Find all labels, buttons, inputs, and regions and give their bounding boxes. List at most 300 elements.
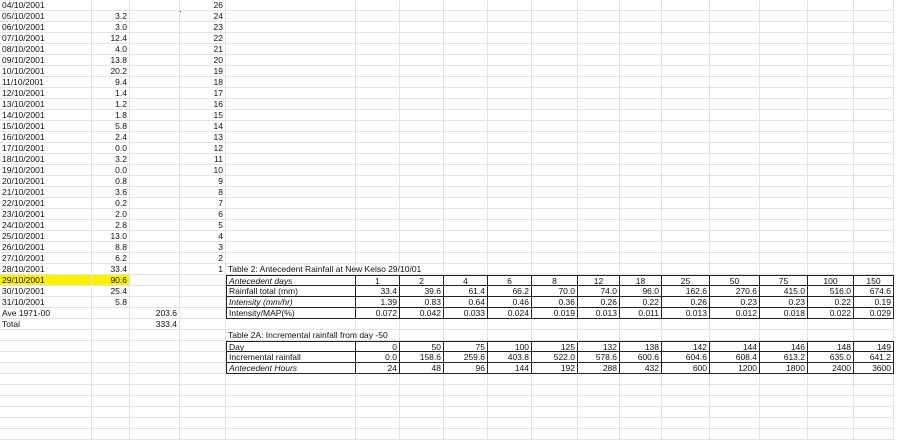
grid-cell[interactable] [710, 165, 760, 176]
grid-cell[interactable] [854, 11, 894, 22]
grid-cell[interactable] [130, 132, 180, 143]
grid-cell[interactable] [710, 242, 760, 253]
date-cell[interactable]: 14/10/2001 [0, 110, 92, 121]
table2-value-cell[interactable]: 0.042 [400, 308, 444, 319]
grid-cell[interactable] [532, 22, 578, 33]
grid-cell[interactable] [662, 407, 710, 418]
grid-cell[interactable] [226, 0, 356, 11]
grid-cell[interactable] [662, 253, 710, 264]
grid-cell[interactable] [620, 418, 662, 429]
grid-cell[interactable] [226, 407, 356, 418]
grid-cell[interactable] [180, 308, 226, 319]
table2a-value-cell[interactable]: 192 [532, 363, 578, 374]
grid-cell[interactable] [662, 132, 710, 143]
grid-cell[interactable] [356, 253, 400, 264]
grid-cell[interactable] [760, 154, 808, 165]
rainfall-cell[interactable]: 33.4 [92, 264, 130, 275]
grid-cell[interactable] [808, 99, 854, 110]
grid-cell[interactable] [444, 176, 488, 187]
grid-cell[interactable] [400, 407, 444, 418]
grid-cell[interactable] [180, 363, 226, 374]
rainfall-cell[interactable]: 9.4 [92, 77, 130, 88]
table2a-value-cell[interactable]: 635.0 [808, 352, 854, 363]
table2-value-cell[interactable]: 8 [532, 275, 578, 286]
grid-cell[interactable] [710, 44, 760, 55]
grid-cell[interactable] [760, 55, 808, 66]
table2-value-cell[interactable]: 0.36 [532, 297, 578, 308]
antecedent-day-cell[interactable]: 7 [180, 198, 226, 209]
grid-cell[interactable] [400, 22, 444, 33]
grid-cell[interactable] [662, 264, 710, 275]
date-cell[interactable]: 24/10/2001 [0, 220, 92, 231]
grid-cell[interactable] [578, 220, 620, 231]
antecedent-day-cell[interactable]: 22 [180, 33, 226, 44]
grid-cell[interactable] [444, 385, 488, 396]
grid-cell[interactable] [620, 110, 662, 121]
grid-cell[interactable] [130, 363, 180, 374]
grid-cell[interactable] [710, 55, 760, 66]
grid-cell[interactable] [532, 11, 578, 22]
grid-cell[interactable] [444, 88, 488, 99]
grid-cell[interactable] [130, 77, 180, 88]
grid-cell[interactable] [532, 209, 578, 220]
grid-cell[interactable] [130, 264, 180, 275]
grid-cell[interactable] [808, 198, 854, 209]
rainfall-cell[interactable]: 8.8 [92, 242, 130, 253]
grid-cell[interactable] [356, 66, 400, 77]
grid-cell[interactable] [854, 143, 894, 154]
grid-cell[interactable] [854, 165, 894, 176]
grid-cell[interactable] [854, 418, 894, 429]
grid-cell[interactable] [488, 429, 532, 440]
table2a-value-cell[interactable]: 2400 [808, 363, 854, 374]
grid-cell[interactable] [662, 99, 710, 110]
grid-cell[interactable] [488, 88, 532, 99]
grid-cell[interactable] [226, 396, 356, 407]
grid-cell[interactable] [808, 242, 854, 253]
grid-cell[interactable] [532, 55, 578, 66]
grid-cell[interactable] [130, 352, 180, 363]
grid-cell[interactable] [808, 396, 854, 407]
grid-cell[interactable] [620, 165, 662, 176]
grid-cell[interactable] [444, 209, 488, 220]
date-cell[interactable]: 27/10/2001 [0, 253, 92, 264]
grid-cell[interactable] [854, 231, 894, 242]
grid-cell[interactable] [356, 143, 400, 154]
grid-cell[interactable] [620, 187, 662, 198]
grid-cell[interactable] [710, 99, 760, 110]
grid-cell[interactable] [662, 143, 710, 154]
grid-cell[interactable] [400, 209, 444, 220]
date-cell[interactable]: 07/10/2001 [0, 33, 92, 44]
grid-cell[interactable] [444, 33, 488, 44]
table2a-value-cell[interactable]: 149 [854, 341, 894, 352]
table2a-value-cell[interactable]: 125 [532, 341, 578, 352]
grid-cell[interactable] [400, 132, 444, 143]
grid-cell[interactable] [0, 330, 92, 341]
grid-cell[interactable] [356, 198, 400, 209]
grid-cell[interactable] [620, 209, 662, 220]
grid-cell[interactable] [444, 11, 488, 22]
grid-cell[interactable] [444, 154, 488, 165]
grid-cell[interactable] [760, 407, 808, 418]
grid-cell[interactable] [620, 77, 662, 88]
grid-cell[interactable] [620, 319, 662, 330]
grid-cell[interactable] [226, 374, 356, 385]
grid-cell[interactable] [710, 22, 760, 33]
grid-cell[interactable] [808, 231, 854, 242]
rainfall-cell[interactable]: 20.2 [92, 66, 130, 77]
grid-cell[interactable] [532, 66, 578, 77]
grid-cell[interactable] [400, 121, 444, 132]
grid-cell[interactable] [808, 429, 854, 440]
table2a-value-cell[interactable]: 0 [356, 341, 400, 352]
grid-cell[interactable] [400, 429, 444, 440]
table2a-value-cell[interactable]: 600 [662, 363, 710, 374]
grid-cell[interactable] [620, 11, 662, 22]
grid-cell[interactable] [226, 66, 356, 77]
grid-cell[interactable] [710, 154, 760, 165]
antecedent-day-cell[interactable]: 18 [180, 77, 226, 88]
grid-cell[interactable] [400, 187, 444, 198]
date-cell[interactable]: 11/10/2001 [0, 77, 92, 88]
grid-cell[interactable] [180, 374, 226, 385]
grid-cell[interactable] [488, 154, 532, 165]
table2a-value-cell[interactable]: 259.6 [444, 352, 488, 363]
date-cell[interactable]: 08/10/2001 [0, 44, 92, 55]
grid-cell[interactable] [532, 165, 578, 176]
grid-cell[interactable] [444, 187, 488, 198]
table2-value-cell[interactable]: 0.46 [488, 297, 532, 308]
grid-cell[interactable] [620, 385, 662, 396]
grid-cell[interactable] [130, 407, 180, 418]
grid-cell[interactable] [532, 253, 578, 264]
table2-value-cell[interactable]: 25 [662, 275, 710, 286]
table2a-value-cell[interactable]: 148 [808, 341, 854, 352]
grid-cell[interactable] [854, 99, 894, 110]
table2a-title[interactable]: Table 2A: Incremental rainfall from day -50 [226, 330, 526, 341]
grid-cell[interactable] [400, 66, 444, 77]
grid-cell[interactable] [180, 396, 226, 407]
rainfall-cell[interactable] [92, 308, 130, 319]
grid-cell[interactable] [92, 341, 130, 352]
grid-cell[interactable] [662, 242, 710, 253]
grid-cell[interactable] [662, 55, 710, 66]
grid-cell[interactable] [400, 242, 444, 253]
table2-value-cell[interactable]: 0.013 [578, 308, 620, 319]
grid-cell[interactable] [760, 209, 808, 220]
grid-cell[interactable] [662, 220, 710, 231]
grid-cell[interactable] [444, 418, 488, 429]
grid-cell[interactable] [488, 374, 532, 385]
date-cell[interactable]: 18/10/2001 [0, 154, 92, 165]
grid-cell[interactable] [356, 374, 400, 385]
grid-cell[interactable] [532, 242, 578, 253]
grid-cell[interactable] [0, 396, 92, 407]
date-cell[interactable]: 30/10/2001 [0, 286, 92, 297]
grid-cell[interactable] [854, 253, 894, 264]
grid-cell[interactable] [854, 385, 894, 396]
date-cell[interactable]: Ave 1971-00 [0, 308, 92, 319]
rainfall-cell[interactable]: 0.2 [92, 198, 130, 209]
grid-cell[interactable] [662, 44, 710, 55]
summary-value-cell[interactable]: 203.6 [130, 308, 180, 319]
table2-value-cell[interactable]: 2 [400, 275, 444, 286]
antecedent-day-cell[interactable]: 5 [180, 220, 226, 231]
grid-cell[interactable] [532, 187, 578, 198]
table2a-value-cell[interactable]: 138 [620, 341, 662, 352]
grid-cell[interactable] [400, 385, 444, 396]
antecedent-day-cell[interactable]: 14 [180, 121, 226, 132]
grid-cell[interactable] [488, 165, 532, 176]
table2a-value-cell[interactable]: 288 [578, 363, 620, 374]
grid-cell[interactable] [130, 33, 180, 44]
grid-cell[interactable] [808, 44, 854, 55]
grid-cell[interactable] [760, 418, 808, 429]
grid-cell[interactable] [662, 66, 710, 77]
grid-cell[interactable] [578, 143, 620, 154]
date-cell[interactable]: 04/10/2001 [0, 0, 92, 11]
table2-value-cell[interactable]: 270.6 [710, 286, 760, 297]
grid-cell[interactable] [356, 385, 400, 396]
grid-cell[interactable] [130, 220, 180, 231]
grid-cell[interactable] [808, 385, 854, 396]
grid-cell[interactable] [620, 220, 662, 231]
rainfall-cell[interactable]: 25.4 [92, 286, 130, 297]
grid-cell[interactable] [620, 0, 662, 11]
table2-value-cell[interactable]: 0.029 [854, 308, 894, 319]
rainfall-cell[interactable]: 3.2 [92, 11, 130, 22]
grid-cell[interactable] [226, 231, 356, 242]
grid-cell[interactable] [444, 374, 488, 385]
summary-value-cell[interactable]: 333.4 [130, 319, 180, 330]
grid-cell[interactable] [356, 132, 400, 143]
grid-cell[interactable] [488, 55, 532, 66]
grid-cell[interactable] [808, 165, 854, 176]
grid-cell[interactable] [578, 22, 620, 33]
grid-cell[interactable] [180, 352, 226, 363]
rainfall-cell[interactable]: 2.0 [92, 209, 130, 220]
grid-cell[interactable] [488, 253, 532, 264]
grid-cell[interactable] [578, 110, 620, 121]
grid-cell[interactable] [488, 242, 532, 253]
grid-cell[interactable] [808, 374, 854, 385]
table2-value-cell[interactable]: 0.018 [760, 308, 808, 319]
table2a-value-cell[interactable]: 48 [400, 363, 444, 374]
rainfall-cell[interactable]: 1.2 [92, 99, 130, 110]
table2a-value-cell[interactable]: 146 [760, 341, 808, 352]
grid-cell[interactable] [532, 198, 578, 209]
grid-cell[interactable] [710, 187, 760, 198]
grid-cell[interactable] [854, 121, 894, 132]
rainfall-cell[interactable]: 1.8 [92, 110, 130, 121]
grid-cell[interactable] [662, 33, 710, 44]
grid-cell[interactable] [488, 231, 532, 242]
grid-cell[interactable] [578, 77, 620, 88]
grid-cell[interactable] [180, 330, 226, 341]
grid-cell[interactable] [578, 231, 620, 242]
grid-cell[interactable] [130, 121, 180, 132]
table2-row-label[interactable]: Intensity (mm/hr) [226, 297, 356, 308]
grid-cell[interactable] [760, 110, 808, 121]
antecedent-day-cell[interactable]: 26 [180, 0, 226, 11]
grid-cell[interactable] [662, 121, 710, 132]
grid-cell[interactable] [532, 220, 578, 231]
grid-cell[interactable] [710, 33, 760, 44]
grid-cell[interactable] [620, 143, 662, 154]
grid-cell[interactable] [578, 253, 620, 264]
grid-cell[interactable] [578, 0, 620, 11]
grid-cell[interactable] [532, 418, 578, 429]
table2-row-label[interactable]: Intensity/MAP(%) [226, 308, 356, 319]
grid-cell[interactable] [226, 319, 356, 330]
grid-cell[interactable] [710, 0, 760, 11]
date-cell[interactable]: 06/10/2001 [0, 22, 92, 33]
table2-value-cell[interactable]: 100 [808, 275, 854, 286]
grid-cell[interactable] [488, 220, 532, 231]
grid-cell[interactable] [356, 429, 400, 440]
grid-cell[interactable] [760, 242, 808, 253]
grid-cell[interactable] [854, 407, 894, 418]
table2-value-cell[interactable]: 0.26 [662, 297, 710, 308]
grid-cell[interactable] [620, 264, 662, 275]
grid-cell[interactable] [226, 220, 356, 231]
grid-cell[interactable] [854, 55, 894, 66]
antecedent-day-cell[interactable]: 23 [180, 22, 226, 33]
grid-cell[interactable] [854, 88, 894, 99]
grid-cell[interactable] [400, 253, 444, 264]
table2a-value-cell[interactable]: 1800 [760, 363, 808, 374]
grid-cell[interactable] [180, 429, 226, 440]
rainfall-cell[interactable]: 2.4 [92, 132, 130, 143]
grid-cell[interactable] [710, 143, 760, 154]
grid-cell[interactable] [620, 99, 662, 110]
table2-value-cell[interactable]: 0.22 [620, 297, 662, 308]
grid-cell[interactable] [578, 407, 620, 418]
grid-cell[interactable] [854, 33, 894, 44]
grid-cell[interactable] [760, 99, 808, 110]
grid-cell[interactable] [488, 22, 532, 33]
grid-cell[interactable] [620, 396, 662, 407]
table2-value-cell[interactable]: 0.024 [488, 308, 532, 319]
grid-cell[interactable] [532, 374, 578, 385]
grid-cell[interactable] [0, 429, 92, 440]
grid-cell[interactable] [620, 66, 662, 77]
grid-cell[interactable] [620, 22, 662, 33]
grid-cell[interactable] [226, 242, 356, 253]
grid-cell[interactable] [808, 187, 854, 198]
grid-cell[interactable] [0, 352, 92, 363]
grid-cell[interactable] [808, 319, 854, 330]
grid-cell[interactable] [444, 396, 488, 407]
grid-cell[interactable] [488, 187, 532, 198]
grid-cell[interactable] [488, 77, 532, 88]
table2-value-cell[interactable]: 0.19 [854, 297, 894, 308]
grid-cell[interactable] [532, 231, 578, 242]
date-cell[interactable]: 22/10/2001 [0, 198, 92, 209]
table2-value-cell[interactable]: 18 [620, 275, 662, 286]
table2-value-cell[interactable]: 0.013 [662, 308, 710, 319]
grid-cell[interactable] [226, 143, 356, 154]
grid-cell[interactable] [620, 55, 662, 66]
rainfall-cell[interactable]: 4.0 [92, 44, 130, 55]
antecedent-day-cell[interactable]: 16 [180, 99, 226, 110]
table2a-value-cell[interactable]: 641.2 [854, 352, 894, 363]
grid-cell[interactable] [854, 77, 894, 88]
grid-cell[interactable] [444, 0, 488, 11]
table2a-value-cell[interactable]: 3600 [854, 363, 894, 374]
grid-cell[interactable] [662, 198, 710, 209]
grid-cell[interactable] [400, 198, 444, 209]
antecedent-day-cell[interactable]: 2 [180, 253, 226, 264]
grid-cell[interactable] [130, 286, 180, 297]
grid-cell[interactable] [620, 330, 662, 341]
grid-cell[interactable] [578, 66, 620, 77]
grid-cell[interactable] [444, 253, 488, 264]
grid-cell[interactable] [808, 132, 854, 143]
table2a-value-cell[interactable]: 158.6 [400, 352, 444, 363]
grid-cell[interactable] [488, 11, 532, 22]
table2-value-cell[interactable]: 50 [710, 275, 760, 286]
grid-cell[interactable] [356, 11, 400, 22]
table2-value-cell[interactable]: 150 [854, 275, 894, 286]
grid-cell[interactable] [710, 88, 760, 99]
grid-cell[interactable] [760, 121, 808, 132]
table2-value-cell[interactable]: 12 [578, 275, 620, 286]
grid-cell[interactable] [578, 374, 620, 385]
grid-cell[interactable] [226, 55, 356, 66]
grid-cell[interactable] [578, 33, 620, 44]
grid-cell[interactable] [854, 0, 894, 11]
grid-cell[interactable] [578, 396, 620, 407]
grid-cell[interactable] [532, 264, 578, 275]
grid-cell[interactable] [760, 396, 808, 407]
grid-cell[interactable] [130, 0, 180, 11]
table2a-value-cell[interactable]: 144 [710, 341, 760, 352]
date-cell[interactable]: 23/10/2001 [0, 209, 92, 220]
grid-cell[interactable] [532, 77, 578, 88]
table2-value-cell[interactable]: 39.6 [400, 286, 444, 297]
grid-cell[interactable] [488, 132, 532, 143]
grid-cell[interactable] [356, 33, 400, 44]
grid-cell[interactable] [532, 154, 578, 165]
grid-cell[interactable] [710, 319, 760, 330]
grid-cell[interactable] [532, 319, 578, 330]
date-cell[interactable]: 12/10/2001 [0, 88, 92, 99]
grid-cell[interactable] [710, 176, 760, 187]
grid-cell[interactable] [400, 176, 444, 187]
table2-value-cell[interactable]: 0.22 [808, 297, 854, 308]
grid-cell[interactable] [808, 418, 854, 429]
grid-cell[interactable] [130, 198, 180, 209]
grid-cell[interactable] [400, 396, 444, 407]
grid-cell[interactable] [226, 198, 356, 209]
grid-cell[interactable] [808, 88, 854, 99]
grid-cell[interactable] [488, 33, 532, 44]
grid-cell[interactable] [488, 209, 532, 220]
grid-cell[interactable] [710, 220, 760, 231]
grid-cell[interactable] [356, 88, 400, 99]
grid-cell[interactable] [662, 209, 710, 220]
grid-cell[interactable] [760, 11, 808, 22]
grid-cell[interactable] [854, 187, 894, 198]
antecedent-day-cell[interactable]: 19 [180, 66, 226, 77]
grid-cell[interactable] [180, 286, 226, 297]
grid-cell[interactable] [226, 385, 356, 396]
grid-cell[interactable] [356, 396, 400, 407]
antecedent-day-cell[interactable]: 4 [180, 231, 226, 242]
grid-cell[interactable] [488, 110, 532, 121]
